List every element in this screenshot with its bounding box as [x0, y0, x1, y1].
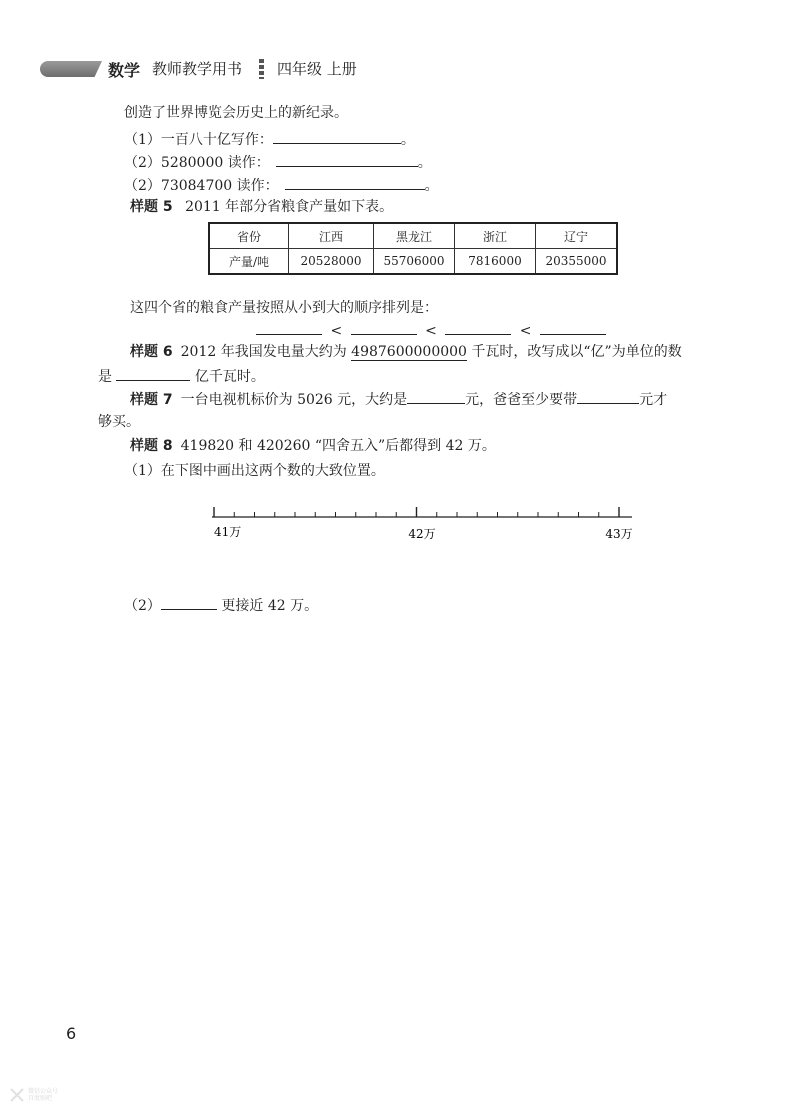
table-header-cell: 辽宁	[536, 223, 618, 249]
header-subject: 数学	[108, 61, 141, 80]
underlined-number: 4987600000000	[351, 344, 467, 360]
watermark-logo-icon	[8, 1086, 26, 1104]
page-number: 6	[66, 1024, 77, 1043]
number-line-ticks	[214, 507, 619, 517]
question-2-label: （2）5280000 读作：	[124, 155, 270, 171]
example-7-label: 样题 7	[130, 392, 173, 408]
example-7-text: 一台电视机标价为 5026 元，大约是	[180, 392, 408, 408]
example-8-sub-2-text: 更接近 42 万。	[216, 598, 319, 614]
answer-blank[interactable]	[161, 595, 217, 610]
table-cell: 20528000	[289, 249, 374, 275]
example-6-text: 2012 年我国发电量大约为	[180, 344, 352, 360]
header-grade: 四年级 上册	[277, 60, 357, 78]
question-3-label: （2）73084700 读作：	[124, 178, 279, 194]
table-row-label: 产量/吨	[209, 249, 289, 275]
period: 。	[400, 132, 415, 148]
period: 。	[424, 178, 439, 194]
example-5-label: 样题 5	[130, 199, 173, 215]
table-header-cell: 省份	[209, 223, 289, 249]
table-header-cell: 黑龙江	[374, 223, 455, 249]
number-line-label-41: 41万	[214, 525, 242, 539]
example-8-sub-2-label: （2）	[124, 598, 161, 614]
table-cell: 7816000	[455, 249, 536, 275]
period: 。	[417, 155, 432, 171]
less-than-sign: <	[519, 323, 532, 339]
example-6-text: 亿千瓦时。	[190, 369, 265, 385]
less-than-sign: <	[425, 323, 437, 339]
table-header-cell: 浙江	[455, 223, 536, 249]
example-6-text: 千瓦时，改写成以“亿”为单位的数	[466, 344, 682, 360]
example-8-sub-2	[124, 595, 318, 616]
table-cell: 20355000	[536, 249, 618, 275]
watermark	[8, 1086, 68, 1106]
example-6-text: 是	[98, 369, 117, 385]
example-7-text: 元才	[639, 392, 668, 408]
number-line-label-43: 43万	[605, 527, 633, 541]
less-than-sign: <	[330, 323, 343, 339]
example-7-text: 元，爸爸至少要带	[465, 392, 578, 408]
example-6-label: 样题 6	[130, 344, 173, 360]
intro-text: 创造了世界博览会历史上的新纪录。	[124, 105, 348, 121]
table-cell: 55706000	[374, 249, 455, 275]
example-7-line-2: 够买。	[98, 414, 140, 430]
header-book-title: 教师教学用书	[152, 60, 243, 78]
example-8-text: 419820 和 420260 “四舍五入”后都得到 42 万。	[180, 438, 496, 454]
example-5-text: 2011 年部分省粮食产量如下表。	[185, 199, 394, 215]
number-line-label-42: 42万	[408, 527, 436, 541]
example-5-question: 这四个省的粮食产量按照从小到大的顺序排列是：	[130, 300, 438, 316]
example-8-sub-1: （1）在下图中画出这两个数的大致位置。	[124, 463, 385, 479]
question-1-label: （1）一百八十亿写作：	[124, 132, 273, 148]
watermark-text: 微信公众号 百度贴吧	[28, 1088, 59, 1102]
table-header-cell: 江西	[289, 223, 374, 249]
example-8-label: 样题 8	[130, 438, 173, 454]
